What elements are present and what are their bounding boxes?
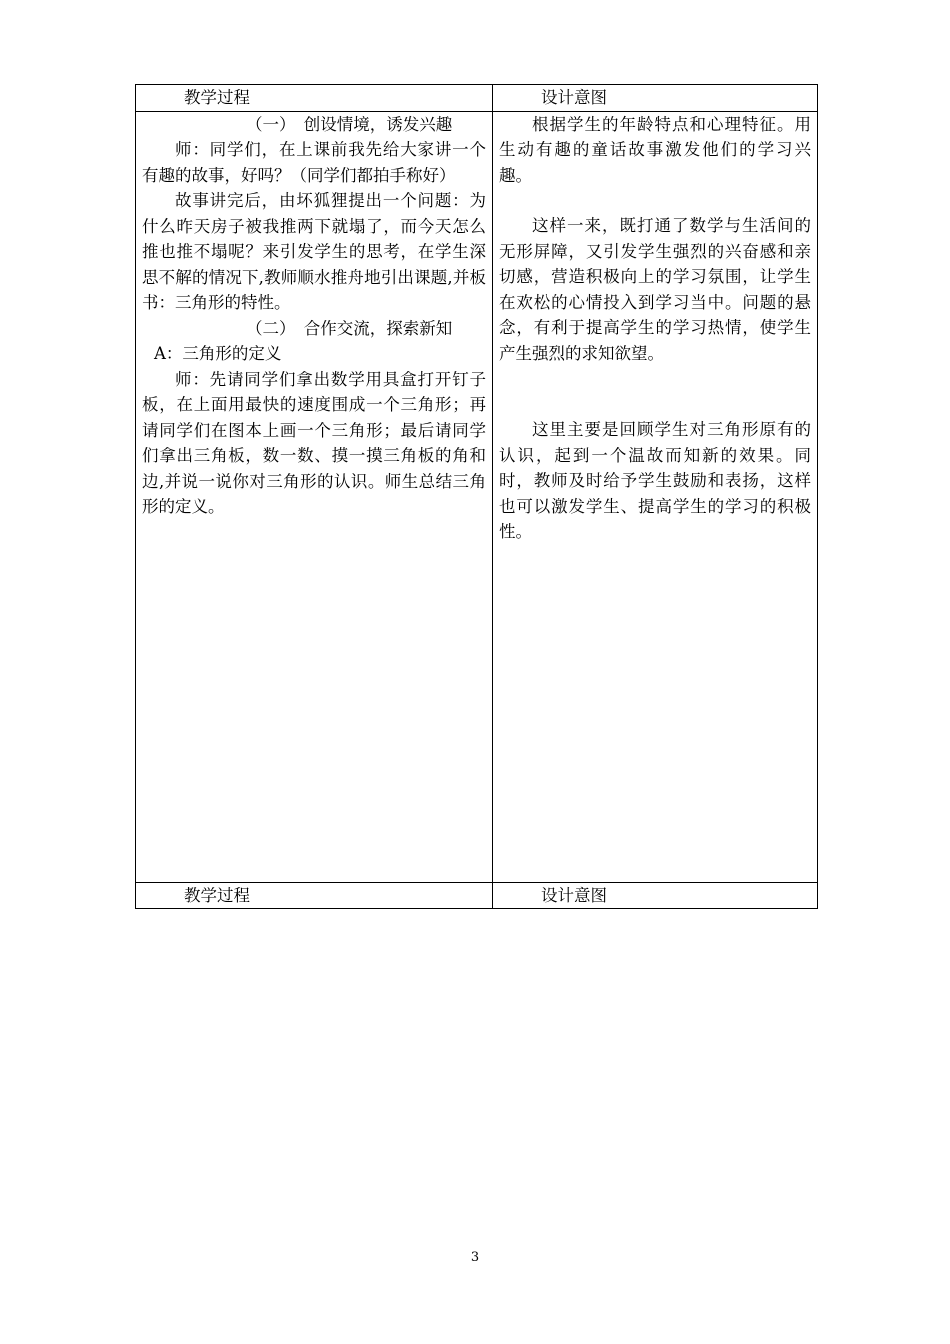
section-heading-2: （二） 合作交流，探索新知 (246, 318, 453, 338)
header-cell-intent (493, 85, 818, 112)
header-cell-process (136, 85, 493, 112)
section-heading-1: （一） 创设情境，诱发兴趣 (246, 114, 453, 134)
intent-cell (493, 111, 818, 882)
process-paragraph-3: 师：先请同学们拿出数学用具盒打开钉子板，在上面用最快的速度围成一个三角形；再请同学们在图本上画一个三角形；最后请同学们拿出三角板，数一数、摸一摸三角板的角和边,并说一说你对三角形的认识。师生总结三角形的定义。 (142, 369, 486, 516)
process-cell (136, 111, 493, 882)
table-footer-row (136, 882, 818, 909)
process-paragraph-2: 故事讲完后，由坏狐狸提出一个问题：为什么昨天房子被我推两下就塌了，而今天怎么推也推不塌呢？来引发学生的思考，在学生深思不解的情况下,教师顺水推舟地引出课题,并板书：三角形的特性。 (142, 191, 486, 312)
table-body-row (136, 111, 818, 882)
process-paragraph-1: 师：同学们，在上课前我先给大家讲一个有趣的故事，好吗？（同学们都拍手称好） (142, 140, 486, 185)
intent-paragraph-2: 这样一来，既打通了数学与生活间的无形屏障，又引发学生强烈的兴奋感和亲切感，营造积极向上的学习氛围，让学生在欢松的心情投入到学习当中。问题的悬念，有利于提高学生的学习热情，使学生产生强烈的求知欲望。 (499, 216, 811, 363)
page-number: 3 (470, 1250, 480, 1265)
footer-cell-intent (493, 882, 818, 909)
footer-process-label: 教学过程 (184, 885, 250, 905)
spacer (499, 366, 811, 417)
footer-cell-process (136, 882, 493, 909)
footer-intent-label: 设计意图 (541, 885, 607, 905)
intent-paragraph-3: 这里主要是回顾学生对三角形原有的认识，起到一个温故而知新的效果。同时，教师及时给予学生鼓励和表扬，这样也可以激发学生、提高学生的学习的积极性。 (499, 420, 811, 541)
spacer (499, 188, 811, 213)
table-header-row (136, 85, 818, 112)
intent-paragraph-1: 根据学生的年龄特点和心理特征。用生动有趣的童话故事激发他们的学习兴趣。 (499, 114, 811, 185)
lesson-plan-table (135, 84, 818, 909)
header-process-label: 教学过程 (184, 88, 250, 107)
subheading-triangle-definition: A：三角形的定义 (154, 344, 282, 363)
header-intent-label: 设计意图 (541, 88, 607, 107)
